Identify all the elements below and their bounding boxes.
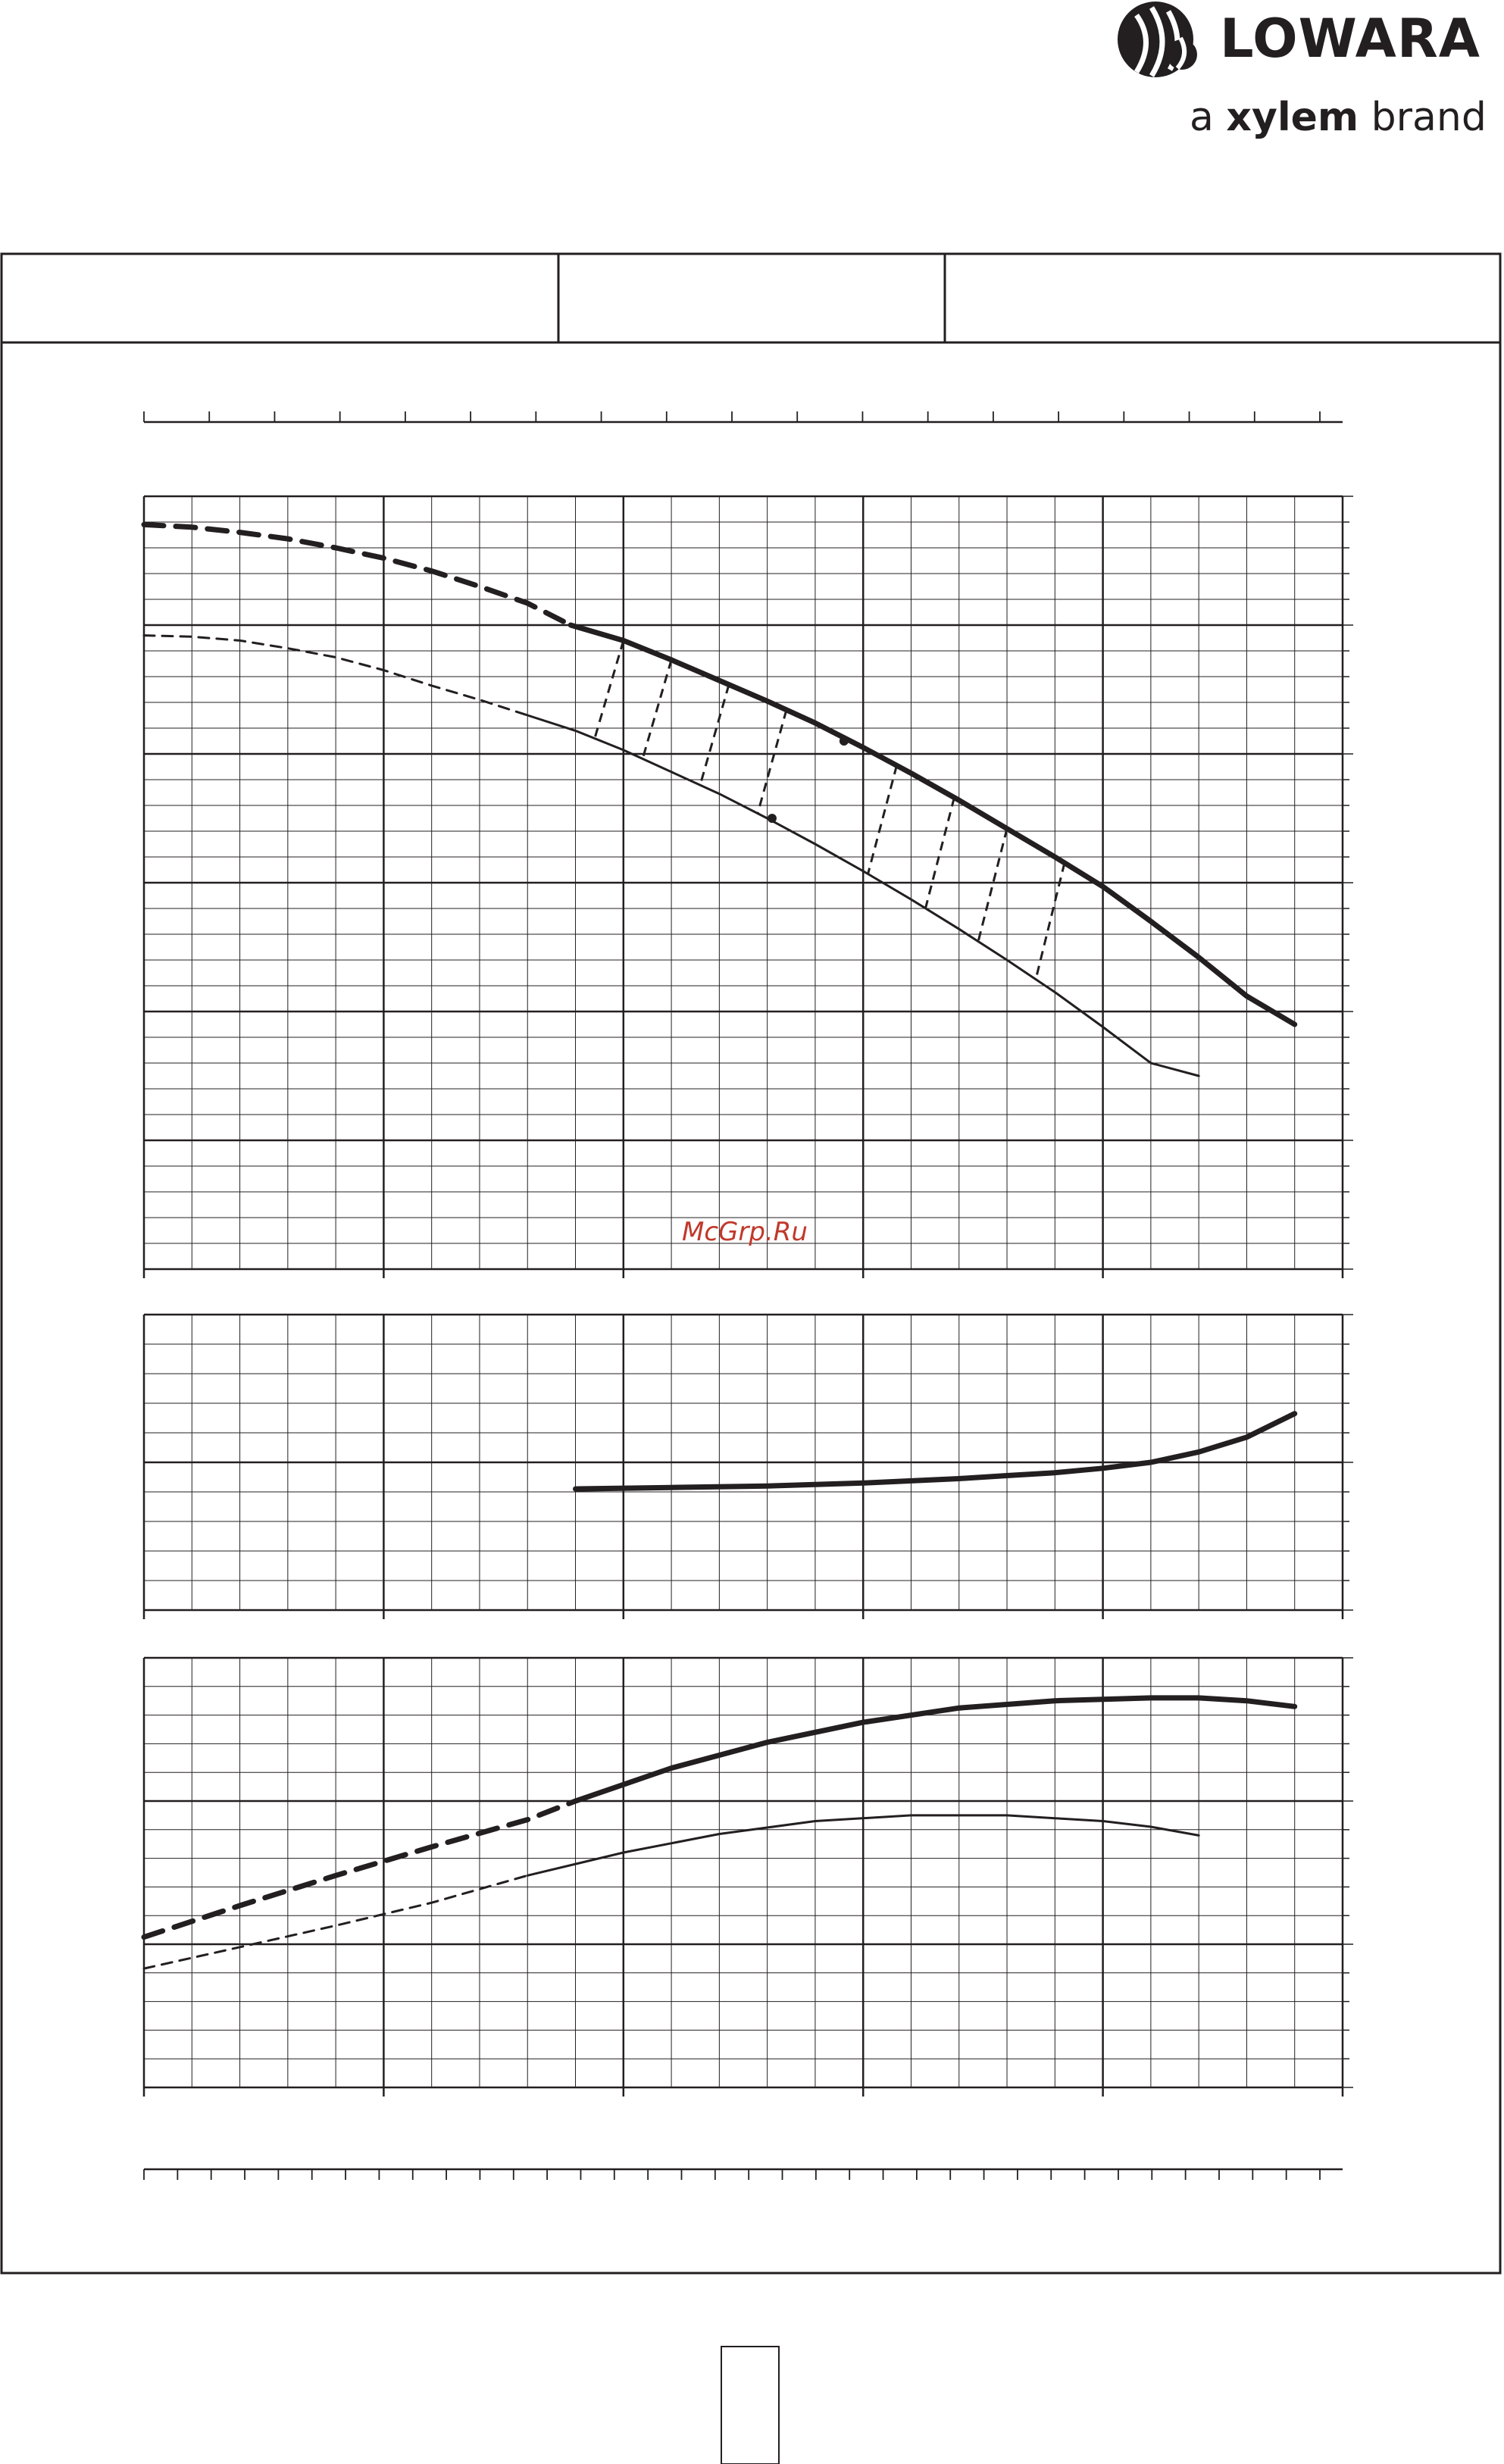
watermark: McGrp.Ru [682,1217,808,1247]
efficiency-curve-panel [144,1658,1353,2097]
power-curve-panel [144,1315,1353,1619]
tagline-bold: xylem [1226,95,1359,140]
duty-point [768,814,777,823]
series-line-2 [144,524,571,625]
tolerance-hatch [758,710,786,814]
tolerance-hatch [595,640,624,738]
tagline-post: brand [1359,95,1487,140]
series-line-1 [576,1698,1295,1801]
tolerance-hatch [643,660,671,759]
tolerance-hatch [978,829,1007,942]
page-number-box [721,2347,779,2464]
head-curve-panel [144,496,1353,1278]
tolerance-hatch [700,685,729,786]
tolerance-hatch [925,798,954,908]
tolerance-hatch [1036,863,1065,980]
series-line-2 [144,1801,576,1937]
tagline-pre: a [1190,95,1227,140]
brand-name: LOWARA [1220,8,1481,70]
tolerance-hatch [868,765,897,874]
data-sheet-frame [2,254,1500,2273]
series-line-1 [571,625,1294,1024]
duty-point [840,736,849,746]
series-line-1 [576,1414,1295,1489]
outer-border [2,254,1500,2273]
